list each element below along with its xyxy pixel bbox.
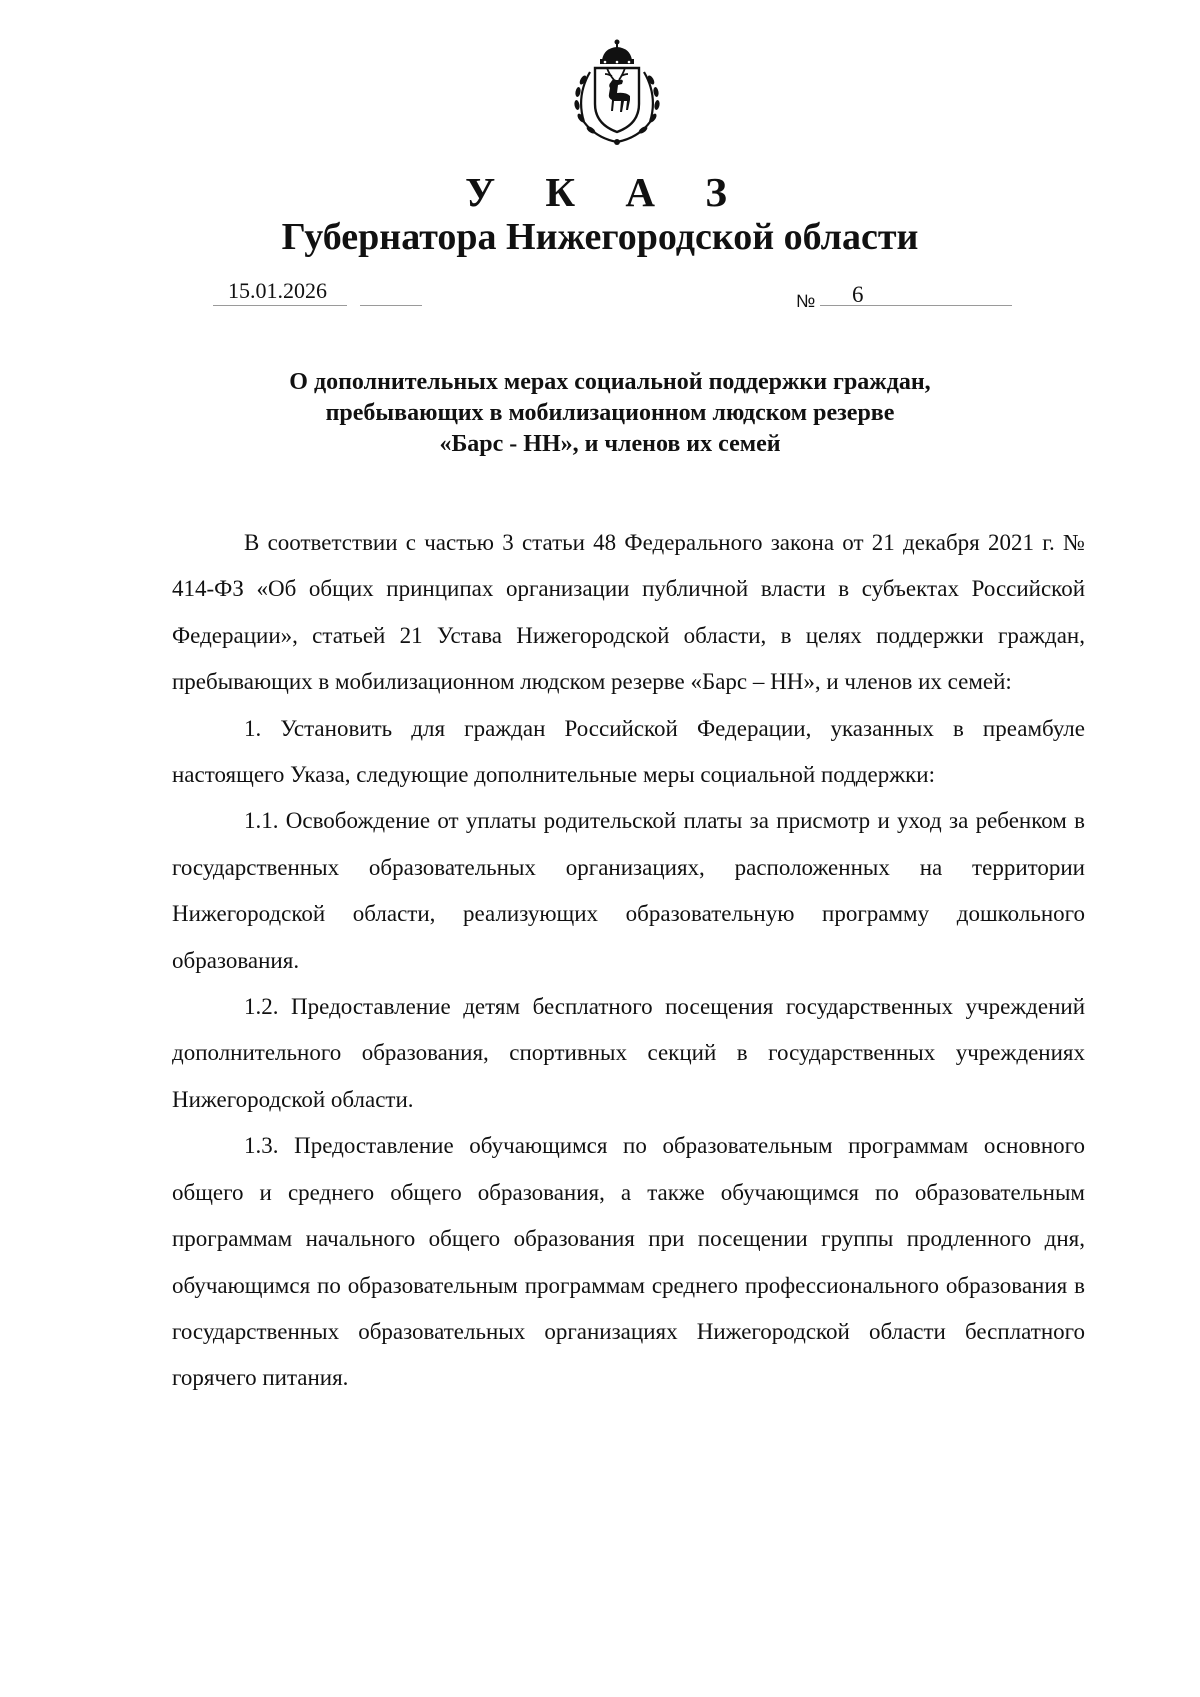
title-line: «Барс - НН», и членов их семей	[439, 431, 781, 457]
clause-1-paragraph: 1. Установить для граждан Российской Федерации, указанных в преамбуле настоящего Указа, следующие дополнительные меры социальной поддержки:	[172, 715, 1085, 788]
date-underline-left	[213, 305, 347, 306]
document-title	[200, 367, 1020, 460]
number-underline	[820, 305, 1012, 306]
number-label: №	[796, 291, 816, 311]
decree-number: 6	[852, 282, 864, 307]
decree-heading: У К А З	[465, 169, 747, 215]
preamble-paragraph: В соответствии с частью 3 статьи 48 Федерального закона от 21 декабря 2021 г. № 414-ФЗ «Об общих принципах организации публичной власти в субъектах Российской Федерации», статьей 21 Устава Нижегородской области, в целях поддержки граждан, пребывающих в мобилизационном людском резерве «Барс – НН», и членов их семей:	[172, 530, 1085, 695]
title-line: пребывающих в мобилизационном людском резерве	[325, 400, 895, 426]
document-body	[172, 520, 1085, 1402]
clause-1-1-paragraph: 1.1. Освобождение от уплаты родительской платы за присмотр и уход за ребенком в государственных образовательных организациях, расположенных на территории Нижегородской области, реализующих образовательную программу дошкольного образования.	[172, 808, 1085, 973]
date-underline-right	[360, 305, 422, 306]
clause-1-3-paragraph: 1.3. Предоставление обучающимся по образовательным программам основного общего и среднего общего образования, а также обучающимся по образовательным программам начального общего образования при посещении группы продленного дня, обучающимся по образовательным программам среднего профессионального образования в государственных образовательных организациях Нижегородской области бесплатного горячего питания.	[172, 1133, 1085, 1391]
decree-date: 15.01.2026	[228, 278, 327, 303]
coat-of-arms-icon	[562, 38, 672, 148]
title-line: О дополнительных мерах социальной поддержки граждан,	[289, 369, 931, 395]
issuing-authority: Губернатора Нижегородской области	[281, 216, 919, 258]
clause-1-2-paragraph: 1.2. Предоставление детям бесплатного посещения государственных учреждений дополнительного образования, спортивных секций в государственных учреждениях Нижегородской области.	[172, 994, 1085, 1112]
